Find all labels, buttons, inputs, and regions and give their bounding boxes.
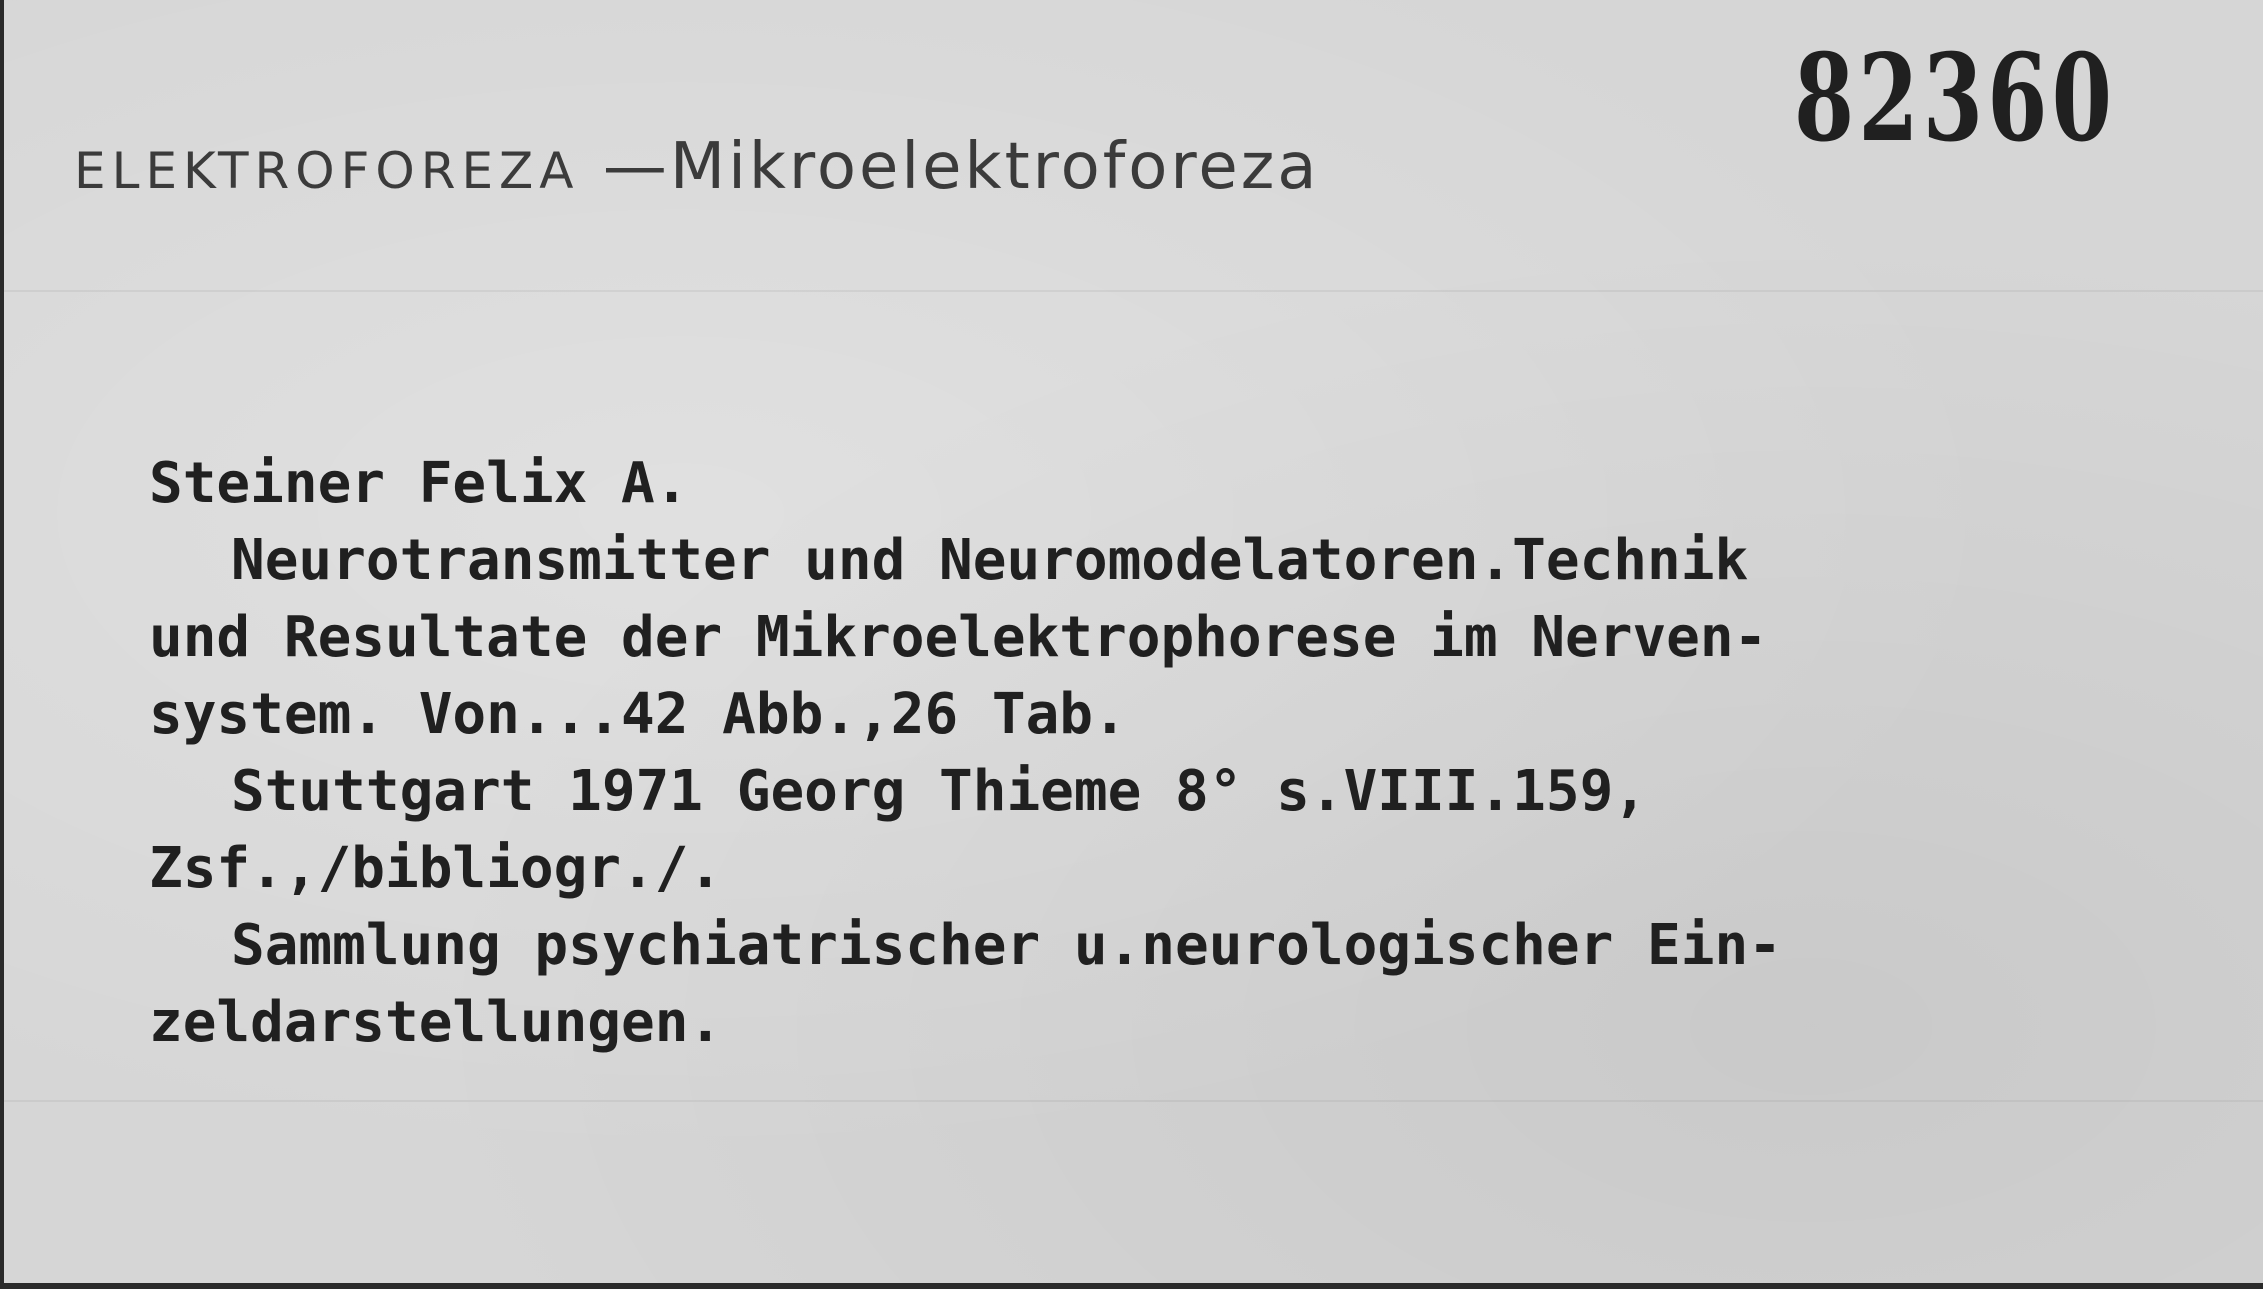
- show-through-line: [4, 290, 2263, 292]
- author-line: Steiner Felix A.: [149, 451, 689, 516]
- series-line-1: Sammlung psychiatrischer u.neurologischer Ein-: [231, 913, 1782, 978]
- card-number: 82360: [1794, 28, 2117, 169]
- title-line-2: und Resultate der Mikroelektrophorese im Nerven-: [149, 605, 1768, 670]
- series-line-2: zeldarstellungen.: [149, 990, 723, 1055]
- subject-heading-caps: ELEKTROFOREZA: [74, 142, 580, 200]
- show-through-line: [4, 1100, 2263, 1102]
- subject-heading: [74, 130, 1320, 204]
- imprint-line-2: Zsf.,/bibliogr./.: [149, 836, 723, 901]
- title-line-3: system. Von...42 Abb.,26 Tab.: [149, 682, 1127, 747]
- bibliographic-entry: [149, 445, 2199, 1061]
- title-line-1: Neurotransmitter und Neuromodelatoren.Technik: [231, 528, 1749, 593]
- subject-heading-handwritten: —Mikroelektroforeza: [579, 130, 1320, 204]
- imprint-line-1: Stuttgart 1971 Georg Thieme 8° s.VIII.159,: [231, 759, 1648, 824]
